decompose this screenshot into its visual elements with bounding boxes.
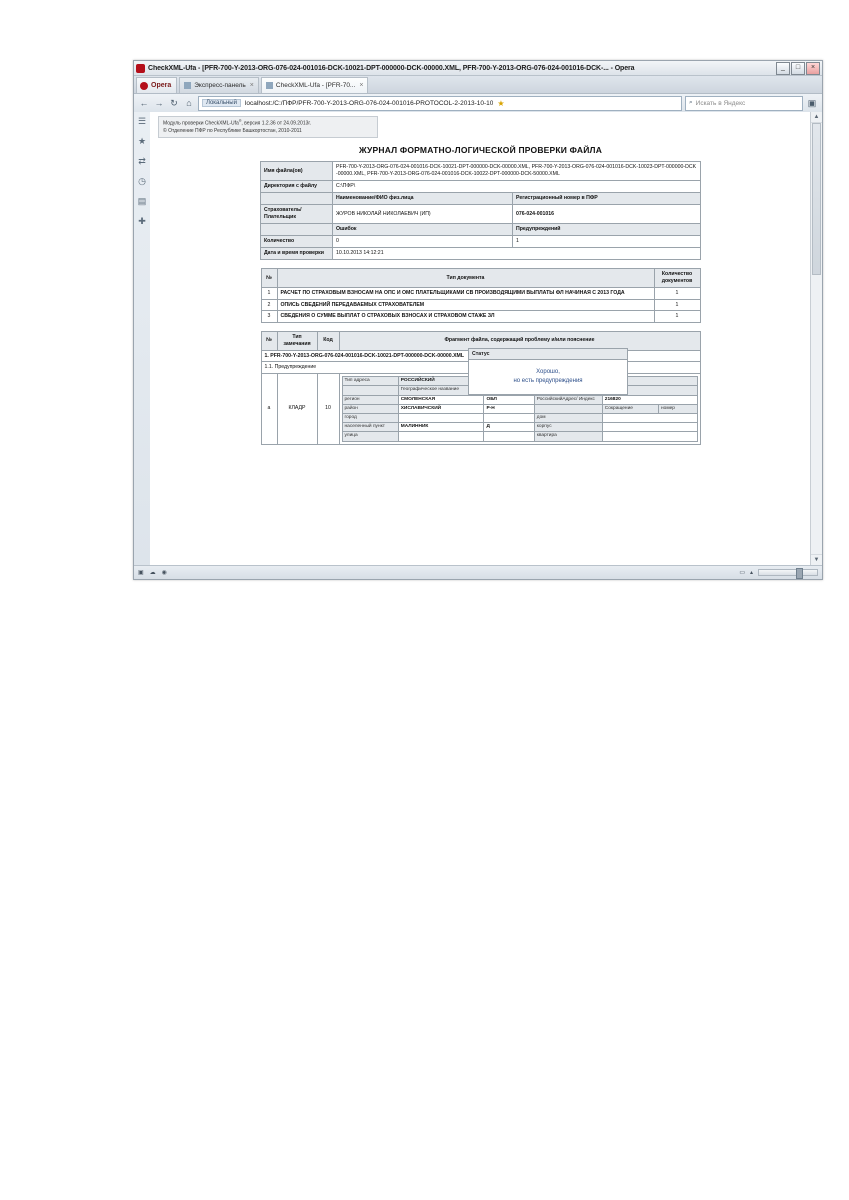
table-row-datetime xyxy=(260,248,700,260)
forward-icon[interactable]: → xyxy=(154,98,164,108)
status-bar xyxy=(134,565,822,579)
address-extra-label: корпус xyxy=(534,423,602,432)
scrollbar-thumb[interactable] xyxy=(812,123,821,275)
note-type-header: Тип замечания xyxy=(277,332,317,351)
warnings-count-value: 1 xyxy=(512,236,700,248)
status-line-2: но есть предупреждения xyxy=(513,378,583,384)
sidebar-item-menu-icon[interactable]: ☰ xyxy=(137,116,147,126)
address-row-label: населенный пункт xyxy=(342,423,398,432)
page-title: ЖУРНАЛ ФОРМАТНО-ЛОГИЧЕСКОЙ ПРОВЕРКИ ФАЙЛА xyxy=(358,145,603,156)
address-row-name: СМОЛЕНСКАЯ xyxy=(398,395,484,404)
status-icon-1[interactable]: ▣ xyxy=(138,570,144,576)
window-controls[interactable] xyxy=(776,62,820,75)
note-warning-label: 1.1. Предупреждение xyxy=(261,362,700,374)
search-input[interactable] xyxy=(685,96,803,111)
note-type: КЛАДР xyxy=(277,374,317,445)
warnings-header: Предупреждений xyxy=(512,224,700,236)
sidebar-item-notes-icon[interactable]: ▤ xyxy=(137,196,147,206)
address-row-name xyxy=(398,432,484,441)
module-copyright: © Отделение ПФР по Республике Башкортостан, 2010-2011 xyxy=(163,127,302,134)
note-code-header: Код xyxy=(317,332,339,351)
address-row-name: ХИСЛАВИЧСКИЙ xyxy=(398,404,484,413)
table-row xyxy=(342,404,697,413)
address-row-name xyxy=(398,413,484,422)
table-row-directory xyxy=(260,181,700,193)
errors-count-value: 0 xyxy=(332,236,512,248)
address-row-label: район xyxy=(342,404,398,413)
table-row-headers-insurer xyxy=(260,193,700,205)
module-version-line xyxy=(163,119,373,128)
address-extra-value: номер xyxy=(659,404,698,413)
doc-type: ОПИСЬ СВЕДЕНИЙ ПЕРЕДАВАЕМЫХ СТРАХОВАТЕЛЕМ xyxy=(277,299,654,311)
address-row-abbr xyxy=(484,432,534,441)
insurer-name-value: ЖУРОВ НИКОЛАЙ НИКОЛАЕВИЧ (ИП) xyxy=(332,205,512,224)
opera-menu-button[interactable] xyxy=(136,77,177,93)
empty-cell-2 xyxy=(260,224,332,236)
status-header: Статус xyxy=(468,348,628,359)
doc-count-header: Количество документов xyxy=(654,269,700,288)
tab-checkxml-label: CheckXML-Ufa - [PFR-70... xyxy=(275,82,356,89)
page-icon xyxy=(266,82,273,89)
address-input[interactable] xyxy=(198,96,682,111)
scroll-down-icon[interactable]: ▼ xyxy=(811,554,822,565)
address-extra-value xyxy=(602,413,697,422)
tab-express-panel[interactable] xyxy=(179,77,259,93)
minimize-button[interactable]: _ xyxy=(776,62,790,75)
opera-logo-icon xyxy=(140,82,148,90)
bookmark-star-icon[interactable]: ★ xyxy=(497,98,505,108)
panel-toggle-icon[interactable]: ▣ xyxy=(807,98,817,108)
status-bar-right xyxy=(739,569,818,576)
file-info-table xyxy=(260,161,701,260)
zoom-caret-icon[interactable]: ▴ xyxy=(749,570,753,576)
sidebar-panel-strip xyxy=(134,112,151,565)
tab-close-icon[interactable]: × xyxy=(359,82,364,89)
address-row-abbr: Д xyxy=(484,423,534,432)
table-row xyxy=(342,423,697,432)
address-extra-label: дом xyxy=(534,413,602,422)
table-row xyxy=(342,432,697,441)
address-extra-spacer xyxy=(534,404,602,413)
window-titlebar xyxy=(134,61,822,76)
doc-no: 2 xyxy=(261,299,277,311)
search-icon: ⌕ xyxy=(689,99,693,106)
filename-value: PFR-700-Y-2013-ORG-076-024-001016-DCK-10021-DPT-000000-DCK-00000.XML, PFR-700-Y-2013-ORG-076-024-001016-DCK-10023-DPT-000000-DCK-00000.XML, PFR-700-Y-2013-ORG-076-024-001016-DCK-10022-DPT-000000-DCK-50000.XML xyxy=(332,162,700,181)
note-file-name: 1. PFR-700-Y-2013-ORG-076-024-001016-DCK-10021-DPT-000000-DCK-00000.XML xyxy=(261,350,700,362)
address-bar xyxy=(134,94,822,113)
datetime-label: Дата и время проверки xyxy=(260,248,332,260)
name-column-header: Наименование/ФИО физ.лица xyxy=(332,193,512,205)
doc-type: РАСЧЕТ ПО СТРАХОВЫМ ВЗНОСАМ НА ОПС И ОМС ПЛАТЕЛЬЩИКАМИ СВ ПРОИЗВОДЯЩИМИ ВЫПЛАТЫ ФЛ НАЧИНАЯ С 2013 ГОДА xyxy=(277,287,654,299)
doc-no-header: № xyxy=(261,269,277,288)
maximize-button[interactable]: □ xyxy=(791,62,805,75)
address-row-label: улица xyxy=(342,432,398,441)
status-line-1: Хорошо, xyxy=(536,369,560,375)
table-row-filename xyxy=(260,162,700,181)
doc-count: 1 xyxy=(654,311,700,323)
documents-table-header-row xyxy=(261,269,700,288)
note-fragment-header: Фрагмент файла, содержащий проблему и/или пояснение xyxy=(339,332,700,351)
address-row-label: город xyxy=(342,413,398,422)
directory-value: C:\ПФР\ xyxy=(332,181,700,193)
document-viewport xyxy=(150,112,811,565)
grid-icon xyxy=(184,82,191,89)
address-country: РОССИЙСКИЙ xyxy=(398,377,697,386)
address-row-name: МАЛИННИК xyxy=(398,423,484,432)
doc-count: 1 xyxy=(654,299,700,311)
address-extra-value xyxy=(602,432,697,441)
address-url-text: localhost:/C:/ПФР/PFR-700-Y-2013-ORG-076-024-001016-PROTOCOL-2-2013-10-10 xyxy=(244,99,494,107)
table-row xyxy=(261,311,700,323)
vertical-scrollbar[interactable] xyxy=(810,112,822,565)
zoom-slider[interactable] xyxy=(758,569,818,576)
registered-mark: ® xyxy=(238,119,242,123)
empty-cell xyxy=(260,193,332,205)
module-version-note xyxy=(158,116,378,138)
note-no: а xyxy=(261,374,277,445)
doc-count: 1 xyxy=(654,287,700,299)
local-badge: Локальный xyxy=(202,99,241,107)
protocol-document xyxy=(158,116,803,445)
geoname-header: Географическое название xyxy=(398,386,484,395)
table-row xyxy=(261,287,700,299)
close-button[interactable]: × xyxy=(806,62,820,75)
scroll-up-icon[interactable]: ▲ xyxy=(811,112,822,123)
insurer-label: Страхователь/ Плательщик xyxy=(260,205,332,224)
table-row xyxy=(342,413,697,422)
reload-icon[interactable]: ↻ xyxy=(170,98,178,108)
back-icon[interactable]: ← xyxy=(139,98,149,108)
zoom-slider-knob[interactable] xyxy=(796,568,803,579)
table-row-count xyxy=(260,236,700,248)
window-title: CheckXML-Ufa - [PFR-700-Y-2013-ORG-076-024-001016-DCK-10021-DPT-000000-DCK-00000.XML, PFR-700-Y-2013-ORG-076-024-001016-DCK-... - Opera xyxy=(148,64,635,72)
address-row-abbr: ОБЛ xyxy=(484,395,534,404)
home-icon[interactable]: ⌂ xyxy=(186,98,192,108)
table-row-status-headers xyxy=(260,224,700,236)
address-row-abbr: Р-Н xyxy=(484,404,534,413)
table-row xyxy=(261,299,700,311)
module-name: Модуль проверки CheckXML-Ufa xyxy=(163,120,239,127)
address-extra-label: Сокращение xyxy=(602,404,658,413)
datetime-value: 10.10.2013 14:12:21 xyxy=(332,248,700,260)
browser-window xyxy=(133,60,823,580)
tab-express-panel-label: Экспресс-панель xyxy=(194,82,246,89)
note-code: 10 xyxy=(317,374,339,445)
address-extra-value: 216820 xyxy=(602,395,697,404)
documents-table xyxy=(261,268,701,323)
directory-label: Директория с файлу xyxy=(260,181,332,193)
search-placeholder: Искать в Яндекс xyxy=(695,99,746,107)
doc-type: СВЕДЕНИЯ О СУММЕ ВЫПЛАТ О СТРАХОВЫХ ВЗНОСАХ И СТРАХОВОМ СТАЖЕ ЗЛ xyxy=(277,311,654,323)
table-row-insurer xyxy=(260,205,700,224)
doc-no: 1 xyxy=(261,287,277,299)
address-extra-value xyxy=(602,423,697,432)
errors-header: Ошибок xyxy=(332,224,512,236)
sidebar-item-add-icon[interactable]: ✚ xyxy=(138,216,146,226)
note-no-header: № xyxy=(261,332,277,351)
status-badge xyxy=(468,359,628,395)
address-row-label: регион xyxy=(342,395,398,404)
status-icon-2[interactable]: ☁ xyxy=(149,570,156,576)
tab-strip xyxy=(134,76,822,94)
sidebar-item-history-icon[interactable]: ◷ xyxy=(138,176,146,186)
sidebar-item-transfers-icon[interactable]: ⇄ xyxy=(138,156,146,166)
filename-label: Имя файла(ов) xyxy=(260,162,332,181)
address-type-header: Тип адреса xyxy=(342,377,398,386)
status-icon-3[interactable]: ◉ xyxy=(161,570,167,576)
address-extra-label: РоссийскийАдрес/ Индекс xyxy=(534,395,602,404)
table-row xyxy=(342,395,697,404)
empty-cell xyxy=(342,386,398,395)
regnumber-column-header: Регистрационный номер в ПФР xyxy=(512,193,700,205)
count-label: Количество xyxy=(260,236,332,248)
opera-menu-label: Opera xyxy=(151,82,172,89)
insurer-regnumber-value: 076-024-001016 xyxy=(512,205,700,224)
address-extra-label: квартира xyxy=(534,432,602,441)
tab-close-icon[interactable]: × xyxy=(249,82,254,89)
page-content xyxy=(150,112,822,565)
window-mode-icon[interactable]: ▭ xyxy=(739,570,745,576)
status-block xyxy=(468,348,628,395)
tab-checkxml[interactable] xyxy=(261,77,369,93)
address-row-abbr xyxy=(484,413,534,422)
doc-no: 3 xyxy=(261,311,277,323)
doc-type-header: Тип документа xyxy=(277,269,654,288)
opera-app-icon xyxy=(136,64,145,73)
sidebar-item-bookmarks-icon[interactable]: ★ xyxy=(137,136,147,146)
module-version: , версия 1.2.36 от 24.09.2013г. xyxy=(241,120,312,127)
